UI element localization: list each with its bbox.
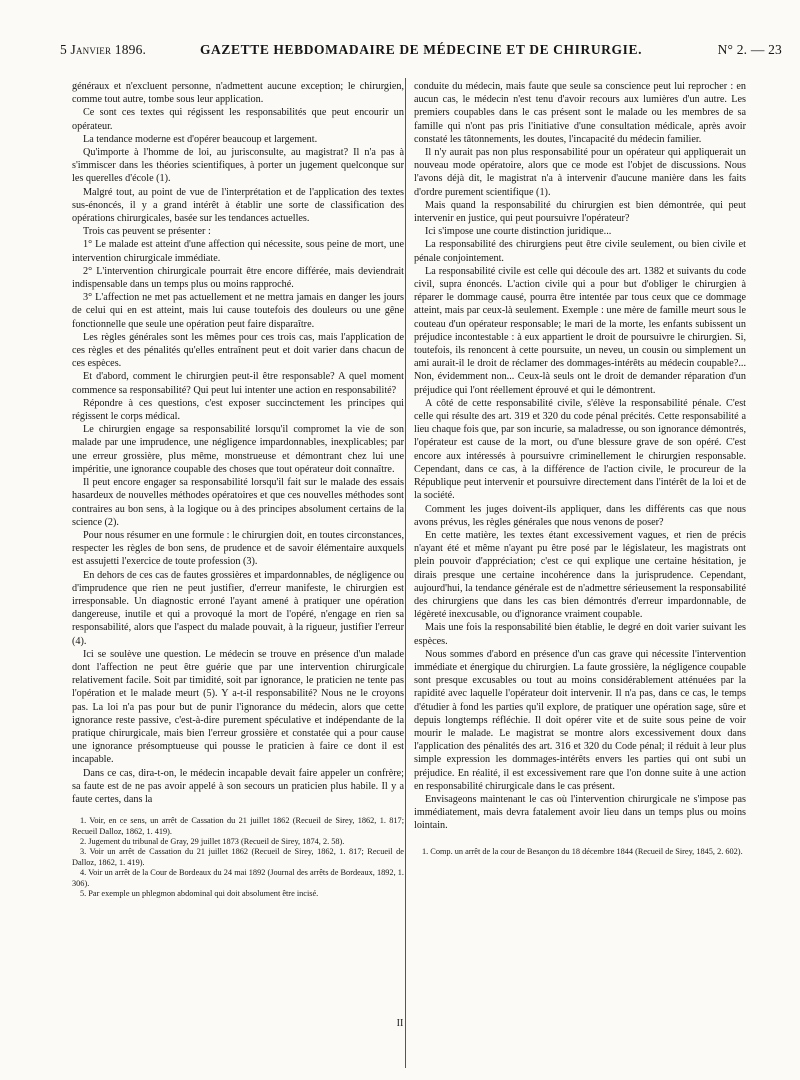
paragraph: Ici se soulève une question. Le médecin se trouve en présence d'un malade dont l'affection ne peut être guérie que par une intervention chirurgicale relativement facile. Soit par timidité, soit par ignorance, le praticien ne tente pas l'opération et le malade meurt (5). Y a-t-il responsabilité? Nous ne le croyons pas. La loi n'a pas pour but de punir l'ignorance du médecin, alors que cette ignorance reste passive, c'est-à-dire purement spéculative et indépendante de la pratique chirurgicale, mais bien l'erreur grossière et constatée qui a pour cause une ignorance présomptueuse qui pousse le praticien à faire ce dont il est incapable.: [72, 648, 404, 766]
paragraph: La responsabilité civile est celle qui découle des art. 1382 et suivants du code civil, supra énoncés. L'action civile qui a pour but d'obliger le chirurgien à réparer le dommage causé, pourra être intentée par tous ceux que ce dommage atteint, mais par ceux-là seulement. Exemple : une mère de famille meurt sous le couteau d'un opérateur responsable; le mari de la morte, les enfants subissent un préjudice incontestable : à eux appartient le droit de poursuivre le chirurgien. Si, toutefois, ils renoncent à cette poursuite, un neveu, un cousin ou simplement un ami aurait-il le droit de réclamer des dommages-intérêts au médecin coupable?... Non, évidemment non... Ceux-là seuls ont le droit de demander réparation d'un préjudice qui l'ont réellement éprouvé et qui le démontrent.: [414, 265, 746, 396]
right-footnotes: [414, 847, 746, 857]
footnote: 1. Comp. un arrêt de la cour de Besançon du 18 décembre 1844 (Recueil de Sirey, 1845, 2. 602).: [422, 846, 743, 856]
footnote: 5. Par exemple un phlegmon abdominal qui doit absolument être incisé.: [80, 889, 319, 899]
paragraph: Et d'abord, comment le chirurgien peut-il être responsable? A quel moment commence sa responsabilité? Qui peut lui intenter une action en responsabilité?: [72, 371, 404, 396]
footnote: 1. Voir, en ce sens, un arrêt de Cassation du 21 juillet 1862 (Recueil de Sirey, 1862, 1. 817; Recueil Dalloz, 1862, 1. 419).: [72, 816, 404, 836]
issue-date: 5 Janvier 1896.: [60, 42, 147, 57]
paragraph: Ce sont ces textes qui régissent les responsabilités que peut encourir un opérateur.: [72, 107, 404, 132]
left-footnotes: [72, 816, 404, 899]
paragraph: Trois cas peuvent se présenter :: [83, 226, 211, 238]
page-folio: II: [396, 1018, 404, 1029]
paragraph: généraux et n'excluent personne, n'admettent aucune exception; le chirurgien, comme tout autre, tombe sous leur application.: [72, 81, 404, 106]
paragraph: conduite du médecin, mais faute que seule sa conscience peut lui reprocher : en aucun cas, le médecin n'est tenu d'avoir recours aux lumières d'un autre. Les premiers coupables dans le cas présent sont le malade ou les membres de sa famille qui n'ont pas pris l'initiative d'une consultation médicale, après avoir constaté les tâtonnements, les doutes, l'incapacité du médecin familier.: [414, 81, 746, 145]
journal-title: GAZETTE HEBDOMADAIRE DE MÉDECINE ET DE CHIRURGIE.: [199, 42, 643, 57]
paragraph: La responsabilité des chirurgiens peut être civile seulement, ou bien civile et pénale conjointement.: [414, 239, 746, 264]
paragraph: 2° L'intervention chirurgicale pourrait être encore différée, mais deviendrait indispensable dans un temps plus ou moins rapproché.: [72, 265, 404, 291]
paragraph: En cette matière, les textes étant excessivement vagues, et rien de précis n'ayant été et même n'ayant pu être posé par le législateur, les magistrats ont plein pouvoir d'appréciation; c'est ce qui explique une certaine hésitation, je dirais presque une certaine incohérence dans la jurisprudence. Cependant, aujourd'hui, la tendance générale est de n'admettre sérieusement la responsabilité des chirurgiens que dans les cas bien démontrés d'erreur impardonnable, de légèreté inexcusable, ou d'ignorance vraiment coupable.: [414, 529, 746, 621]
paragraph: Ici s'impose une courte distinction juridique...: [425, 226, 612, 238]
paragraph: La tendance moderne est d'opérer beaucoup et largement.: [83, 133, 318, 145]
paragraph: Il peut encore engager sa responsabilité lorsqu'il fait sur le malade des essais hasardeux de nouvelles méthodes opératoires et que ces nouvelles méthodes sont contraires au bon sens, à la logique ou à des principes absolument certains de la science (2).: [72, 477, 404, 528]
paragraph: Il n'y aurait pas non plus responsabilité pour un opérateur qui appliquerait un nouveau mode opératoire, alors que ce mode est l'objet de discussions. Nous l'avons déjà dit, le magistrat n'a à intervenir d'aucune manière dans les faits d'ordre purement scientifique (1).: [414, 147, 746, 198]
paragraph: Comment les juges doivent-ils appliquer, dans les différents cas que nous avons prévus, les règles générales que nous venons de poser?: [414, 503, 746, 528]
issue-page-number: N° 2. — 23: [717, 42, 782, 57]
paragraph: Mais une fois la responsabilité bien établie, le degré en doit varier suivant les espèces.: [414, 622, 746, 647]
paragraph: Mais quand la responsabilité du chirurgien est bien démontrée, qui peut intervenir en justice, qui peut poursuivre l'opérateur?: [414, 199, 746, 225]
paragraph: A côté de cette responsabilité civile, s'élève la responsabilité pénale. C'est celle qui résulte des art. 319 et 320 du code pénal précités. Cette responsabilité a lieu chaque fois que, par son incurie, sa maladresse, ou son ignorance démontrés, l'opérateur est cause de la mort, ou d'une blessure grave de son opéré. C'est encore aux intéressés à poursuivre criminellement le chirurgien responsable. Cependant, dans ce cas, à la différence de l'action civile, le procureur de la République peut intervenir et poursuivre directement dans l'intérêt de la loi et de la société.: [414, 397, 746, 502]
paragraph: 1° Le malade est atteint d'une affection qui nécessite, sous peine de mort, une intervention chirurgicale immédiate.: [72, 239, 404, 264]
column-rule: [405, 78, 406, 1068]
paragraph: Nous sommes d'abord en présence d'un cas grave qui nécessite l'intervention immédiate et énergique du chirurgien. La faute grossière, la négligence coupable sont presque excusables ou tout au moins considérablement atténuées par la rapidité avec laquelle l'opérateur doit intervenir. Il n'a pas, dans ce cas, le temps d'étudier à fond les parties qu'il explore, de pratiquer une opération sage, sûre et depuis longtemps réfléchie. Il doit opérer vite et de suite sous peine de voir mourir le malade. Le magistrat se montre alors excessivement doux dans l'application des pénalités des art. 316 et 320 du Code pénal; il réduit à leur plus simple expression les dommages-intérêts envers les parties qui ont subi un préjudice. En réalité, il est excessivement rare que l'on donne suite à une action en responsabilité chirurgicale dans le cas présent.: [414, 648, 746, 792]
paragraph: En dehors de ces cas de fautes grossières et impardonnables, de négligence ou d'imprudence que rien ne peut justifier, d'erreur manifeste, le chirurgien est irresponsable. Un diagnostic erroné l'ayant amené à pratiquer une opération dangereuse, inutile et qui a provoqué la mort de l'opéré, n'engage en rien sa responsabilité, alors que l'aspect du malade pouvait, à la rigueur, justifier l'erreur (4).: [72, 569, 404, 647]
footnote: 2. Jugement du tribunal de Gray, 29 juillet 1873 (Recueil de Sirey, 1874, 2. 58).: [80, 836, 345, 846]
paragraph: Répondre à ces questions, c'est exposer succinctement les principes qui régissent le corps médical.: [72, 397, 404, 423]
paragraph: Les règles générales sont les mêmes pour ces trois cas, mais l'application de ces règles et des pénalités qu'elles entraînent peut et doit varier dans chacun de ces espèces.: [72, 331, 404, 370]
paragraph: Pour nous résumer en une formule : le chirurgien doit, en toutes circonstances, respecter les règles de bon sens, de prudence et de savoir élémentaire auxquels est assujetti l'exercice de toute profession (3).: [72, 529, 404, 568]
left-column: [72, 80, 404, 899]
paragraph: 3° L'affection ne met pas actuellement et ne mettra jamais en danger les jours de celui qui en est atteint, mais lui cause toutefois des douleurs ou une gêne fonctionnelle que seule une opération peut faire disparaître.: [72, 292, 404, 330]
paragraph: Qu'importe à l'homme de loi, au jurisconsulte, au magistrat? Il n'a pas à s'immiscer dans les théories scientifiques, à porter un jugement quelconque sur les querelles d'école (1).: [72, 147, 404, 185]
paragraph: Le chirurgien engage sa responsabilité lorsqu'il compromet la vie de son malade par une imprudence, une négligence impardonnables, inexplicables; par une erreur grossière, plus même, monstrueuse et démontrant chez lui une impéritie, une ignorance coupable des choses que tout opérateur doit connaître.: [72, 424, 404, 475]
footnote: 4. Voir un arrêt de la Cour de Bordeaux du 24 mai 1892 (Journal des arrêts de Bordeaux, 1892, 1. 306).: [72, 868, 404, 888]
running-header: [60, 42, 782, 64]
footnote: 3. Voir un arrêt de Cassation du 21 juillet 1862 (Recueil de Sirey, 1862, 1. 817; Recueil de Dalloz, 1862, 1. 419).: [72, 847, 404, 867]
paragraph: Envisageons maintenant le cas où l'intervention chirurgicale ne s'impose pas immédiatement, mais devra fatalement avoir lieu dans un temps plus ou moins lointain.: [414, 793, 746, 832]
paragraph: Dans ce cas, dira-t-on, le médecin incapable devait faire appeler un confrère; sa faute est de ne pas avoir appelé à son secours un praticien plus habile. Il y a faute certes, dans la: [72, 767, 404, 805]
paragraph: Malgré tout, au point de vue de l'interprétation et de l'application des textes sus-énoncés, il y a grand intérêt à établir une sorte de classification des opérations chirurgicales, basée sur les tendances actuelles.: [72, 186, 404, 225]
right-column: [414, 80, 746, 857]
